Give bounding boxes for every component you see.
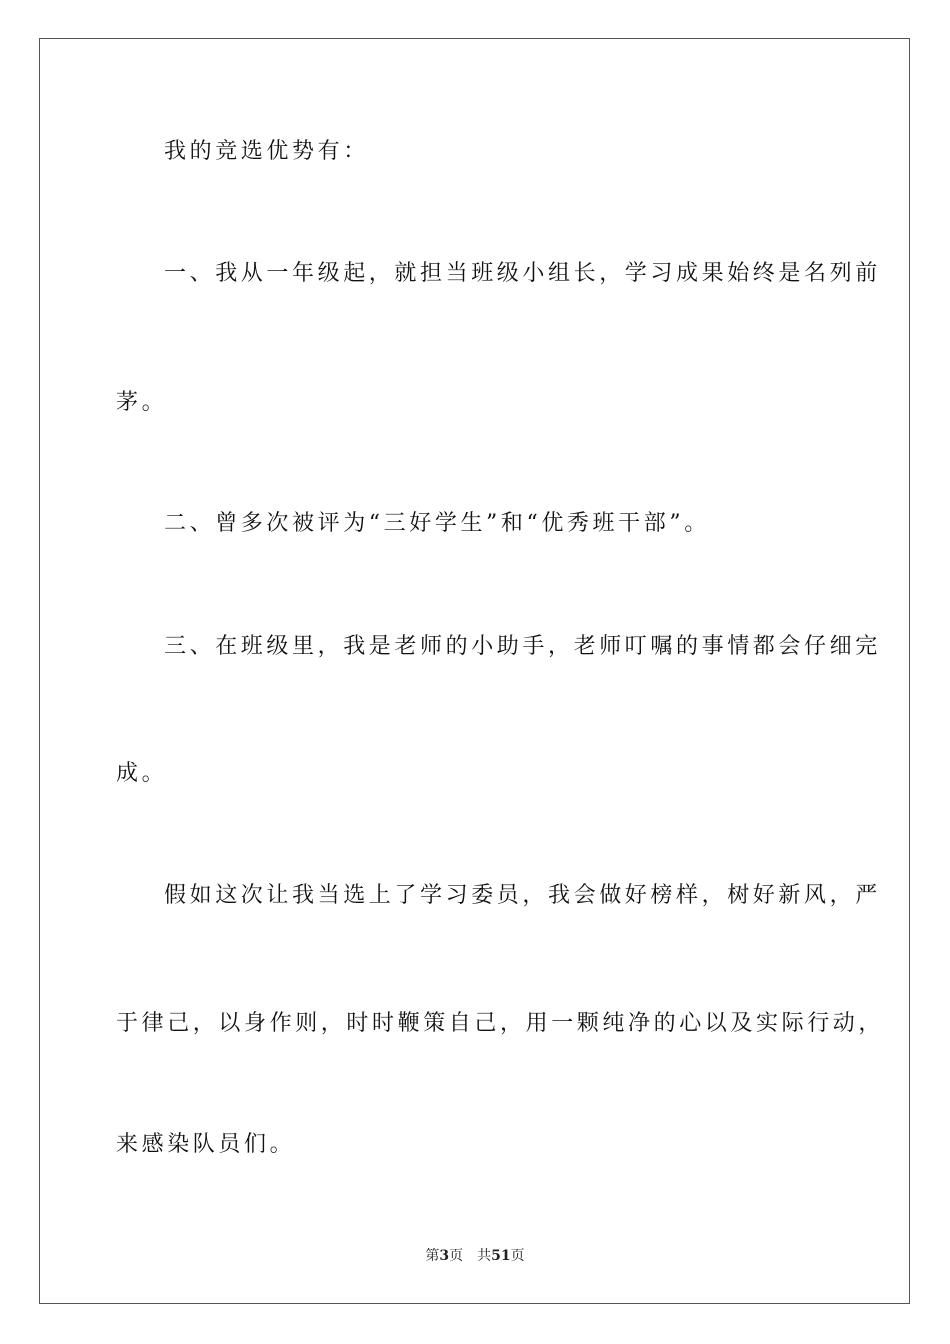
paragraph-point-three-line-1: 三、在班级里，我是老师的小助手，老师叮嘱的事情都会仔细完 bbox=[164, 634, 881, 659]
paragraph-closing-line-3: 来感染队员们。 bbox=[116, 1132, 296, 1157]
page-prefix: 第 bbox=[425, 1248, 440, 1264]
paragraph-point-one-line-2: 茅。 bbox=[116, 390, 168, 415]
total-pages: 51 bbox=[491, 1248, 511, 1264]
page-footer bbox=[0, 1246, 950, 1266]
page-number: 3 bbox=[439, 1248, 450, 1264]
page-suffix: 页 bbox=[449, 1248, 464, 1264]
total-suffix: 页 bbox=[510, 1248, 525, 1264]
paragraph-closing-line-1: 假如这次让我当选上了学习委员，我会做好榜样，树好新风，严 bbox=[164, 883, 881, 908]
paragraph-point-one-line-1: 一、我从一年级起，就担当班级小组长，学习成果始终是名列前 bbox=[164, 261, 881, 286]
paragraph-closing-line-2: 于律己，以身作则，时时鞭策自己，用一颗纯净的心以及实际行动， bbox=[116, 1011, 885, 1036]
page-border bbox=[39, 38, 910, 1304]
paragraph-intro: 我的竞选优势有： bbox=[164, 139, 369, 164]
paragraph-point-three-line-2: 成。 bbox=[116, 761, 168, 786]
total-prefix: 共 bbox=[477, 1248, 492, 1264]
paragraph-point-two: 二、曾多次被评为“三好学生”和“优秀班干部”。 bbox=[164, 511, 710, 536]
